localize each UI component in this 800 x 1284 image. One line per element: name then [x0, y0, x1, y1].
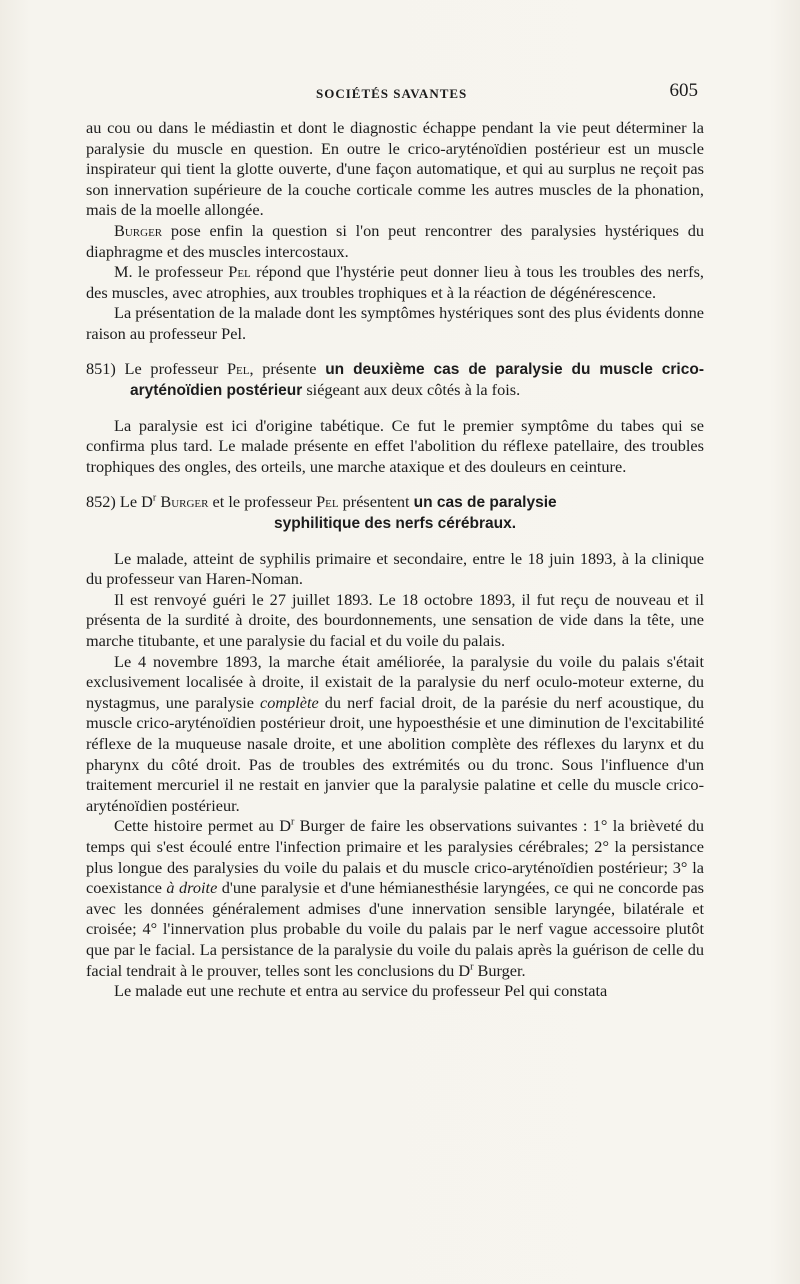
paragraph-relapse: Le malade eut une rechute et entra au service du professeur Pel qui constata — [114, 981, 608, 1001]
author-name: Burger — [114, 220, 163, 240]
paragraph-tabetic: La paralysie est ici d'origine tabétique. Ce fut le premier symptôme du tabes qui se confirma plus tard. Le malade présente en effet l'abolition du réflexe patellaire, des troubles trophiques des ongles, des orteils, une marche ataxique et des douleurs en ceinture. — [86, 415, 704, 476]
paragraph-text: Burger. — [473, 960, 526, 980]
running-head: SOCIÉTÉS SAVANTES — [316, 86, 468, 101]
author-name: Pel — [226, 358, 250, 378]
entry-text: Le professeur — [115, 358, 227, 378]
entry-852-title-line2 — [86, 513, 704, 535]
emphasis: à droite — [166, 878, 218, 898]
author-name: Pel — [228, 262, 251, 282]
paragraph-november — [86, 652, 704, 817]
paragraph-burger-question — [86, 221, 704, 262]
entry-number: 852) — [86, 491, 116, 511]
paragraph-observations — [86, 816, 704, 981]
author-name: Burger — [160, 491, 209, 511]
entry-text: présentent — [338, 491, 414, 511]
paragraph-text: répond que l'hystérie peut donner lieu à tous les troubles des nerfs, des muscles, avec atrophies, aux troubles trophiques et à la réaction de dégénérescence. — [86, 262, 704, 302]
entry-title: un cas de paralysie — [413, 493, 557, 511]
paragraph-text: Burger de faire les observations suivantes : 1° la brièveté du temps qui s'est écoulé entre l'infection primaire et les paralysies cérébrales; 2° la persistance plus longue des paralysies du voile du palais et du muscle crico-aryténoïdien postérieur; 3° la coexistance — [86, 816, 704, 898]
entry-851 — [86, 359, 704, 402]
page-number: 605 — [669, 80, 698, 101]
paragraph-continued: au cou ou dans le médiastin et dont le diagnostic échappe pendant la vie peut déterminer la paralysie du muscle en question. En outre le crico-aryténoïdien postérieur est un muscle inspirateur qui tient la glotte ouverte, d'une façon automatique, et qui au surplus ne reçoit pas son innervation supérieure de la couche corticale comme les autres muscles de la phonation, mais de la moelle allongée. — [86, 118, 704, 220]
entry-number: 851) — [86, 358, 116, 378]
superscript: r — [470, 961, 474, 973]
entry-title: syphilitique des nerfs cérébraux. — [273, 515, 517, 533]
paragraph-pel-reply — [86, 262, 704, 303]
page-header — [86, 80, 706, 106]
entry-text: et le professeur — [208, 491, 317, 511]
superscript: r — [152, 492, 157, 504]
entry-text: siégeant aux deux côtés à la fois. — [302, 380, 521, 400]
entry-title: un deuxième cas de paralysie du muscle crico-aryténoïdien postérieur — [130, 360, 704, 400]
superscript: r — [290, 816, 295, 828]
entry-text: , présente — [249, 358, 326, 378]
entry-852 — [86, 492, 704, 514]
paragraph-presentation: La présentation de la malade dont les symptômes hystériques sont des plus évidents donne raison au professeur Pel. — [86, 303, 704, 343]
entry-text: Le D — [115, 491, 153, 511]
paragraph-text: du nerf facial droit, de la parésie du nerf acoustique, du muscle crico-aryténoïdien postérieur droit, une hypoesthésie et une diminution de l'excitabilité réflexe de la muqueuse nasale droite, et une abolition complète des réflexes du larynx et du pharynx du côté droit. Pas de troubles des extrémités ou du tronc. Sous l'influence d'un traitement mercuriel il ne restait en janvier que la paralysie palatine et celle du muscle crico-aryténoïdien postérieur. — [86, 692, 705, 815]
emphasis: complète — [260, 692, 319, 712]
author-name: Pel — [316, 491, 339, 511]
paragraph-text: M. le professeur — [114, 262, 229, 282]
paragraph-text: Le 4 novembre 1893, la marche était améliorée, la paralysie du voile du palais s'était exclusivement localisée à droite, il existait de la paralysie du nerf oculo-moteur externe, du nystagmus, une paralysie — [86, 651, 704, 712]
paragraph-admission: Le malade, atteint de syphilis primaire et secondaire, entre le 18 juin 1893, à la clinique du professeur van Haren-Noman. — [86, 548, 704, 589]
paragraph-text: Cette histoire permet au D — [114, 816, 291, 836]
paragraph-text: d'une paralysie et d'une hémianesthésie laryngées, ce qui ne concorde pas avec les données généralement admises d'une innervation sensible laryngée, bilatérale et croisée; 4° l'innervation plus probable du voile du palais par le nerf vague accessoire plutôt que par le facial. La persistance de la paralysie du voile du palais après la guérison de celle du facial tendrait à le prouver, telles sont les conclusions du D — [86, 878, 705, 980]
paragraph-discharge: Il est renvoyé guéri le 27 juillet 1893. Le 18 octobre 1893, il fut reçu de nouveau et il présenta de la surdité à droite, des bourdonnements, une sensation de vide dans la tête, une marche titubante, et une paralysie du facial et du voile du palais. — [86, 589, 704, 651]
paragraph-text: pose enfin la question si l'on peut rencontrer des paralysies hystériques du diaphragme et des muscles intercostaux. — [86, 220, 704, 261]
body-text — [86, 118, 704, 1002]
